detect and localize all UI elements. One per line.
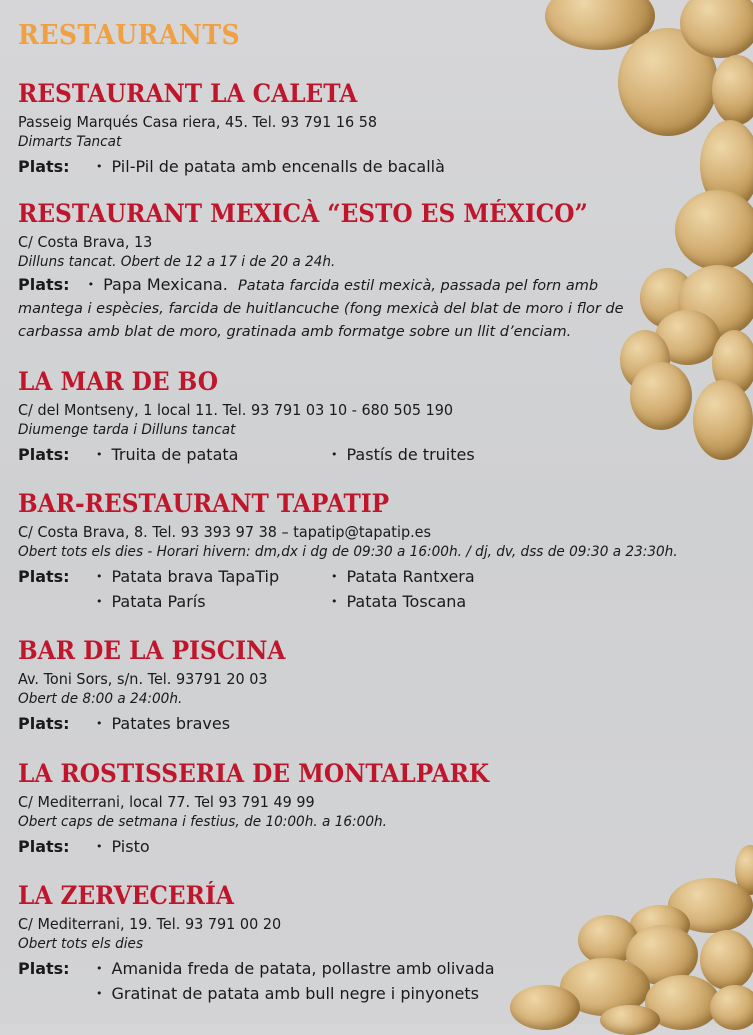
dish-item: • Pisto <box>96 837 150 856</box>
restaurant-address: C/ Costa Brava, 13 <box>18 233 153 251</box>
restaurant-hours: Obert tots els dies <box>18 936 144 952</box>
dish-item: • Patata Toscana <box>331 589 591 614</box>
restaurant-hours: Dimarts Tancat <box>18 134 122 150</box>
restaurant-address: Passeig Marqués Casa riera, 45. Tel. 93 791 16 58 <box>18 113 378 131</box>
restaurant-entry <box>18 490 738 614</box>
dishes-label: Plats: <box>18 275 70 294</box>
restaurant-hours: Obert caps de setmana i festius, de 10:00h. a 16:00h. <box>18 814 387 830</box>
restaurant-address: C/ del Montseny, 1 local 11. Tel. 93 791 03 10 - 680 505 190 <box>18 401 454 419</box>
dishes-label: Plats: <box>18 445 70 464</box>
restaurant-address: Av. Toni Sors, s/n. Tel. 93791 20 03 <box>18 670 268 688</box>
restaurant-hours: Obert de 8:00 a 24:00h. <box>18 691 183 707</box>
page-title: RESTAURANTS <box>18 20 241 51</box>
restaurant-name: LA ROSTISSERIA DE MONTALPARK <box>18 759 490 788</box>
restaurant-name: LA ZERVECERÍA <box>18 881 234 910</box>
dish-list <box>96 956 495 1006</box>
dish-description: Patata farcida estil mexicà, passada pel forn amb mantega i espècies, farcida de huitlancuche (fong mexicà del blat de moro i flor de carbassa amb blat de moro, gratinada amb formatge sobre un llit d’enciam. <box>18 278 624 340</box>
restaurant-hours: Obert tots els dies - Horari hivern: dm,dx i dg de 09:30 a 16:00h. / dj, dv, dss de 09:30 a 23:30h. <box>18 544 678 560</box>
restaurant-hours: Dilluns tancat. Obert de 12 a 17 i de 20 a 24h. <box>18 254 336 270</box>
dishes-label: Plats: <box>18 567 70 586</box>
dishes-row <box>18 564 738 614</box>
restaurant-entry <box>18 80 738 179</box>
dishes-label: Plats: <box>18 714 70 733</box>
dish-list <box>96 442 591 467</box>
dishes-label: Plats: <box>18 959 70 978</box>
restaurant-address: C/ Mediterrani, local 77. Tel 93 791 49 99 <box>18 793 315 811</box>
restaurant-entry <box>18 882 738 1006</box>
dishes-row <box>18 711 738 736</box>
dish-list <box>96 834 150 859</box>
dishes-row <box>18 274 658 343</box>
restaurant-name: BAR DE LA PISCINA <box>18 636 286 665</box>
restaurant-address: C/ Mediterrani, 19. Tel. 93 791 00 20 <box>18 915 282 933</box>
dish-list <box>96 564 591 614</box>
dish-item: • Pil-Pil de patata amb encenalls de bacallà <box>96 157 445 176</box>
dish-item: • Patates braves <box>96 714 230 733</box>
restaurant-name: RESTAURANT MEXICÀ “ESTO ES MÉXICO” <box>18 199 588 228</box>
dish-item: • Amanida freda de patata, pollastre amb olivada <box>96 956 495 981</box>
dish-item: • Gratinat de patata amb bull negre i pinyonets <box>96 981 495 1006</box>
restaurant-name: RESTAURANT LA CALETA <box>18 79 358 108</box>
dishes-row <box>18 834 738 859</box>
restaurant-entry <box>18 200 658 343</box>
dishes-row <box>18 154 738 179</box>
restaurant-entry <box>18 760 738 859</box>
dishes-label: Plats: <box>18 837 70 856</box>
restaurant-name: LA MAR DE BO <box>18 367 218 396</box>
dishes-row <box>18 956 738 1006</box>
dish-item: • Pastís de truites <box>331 442 591 467</box>
restaurant-name: BAR-RESTAURANT TAPATIP <box>18 489 390 518</box>
restaurant-entry <box>18 368 738 467</box>
dish-list <box>96 154 445 179</box>
dish-item: • Patata París <box>96 589 331 614</box>
dishes-row <box>18 442 738 467</box>
dish-item: • Papa Mexicana. <box>88 275 228 294</box>
dish-item: • Patata brava TapaTip <box>96 564 331 589</box>
dish-item: • Patata Rantxera <box>331 564 591 589</box>
dishes-label: Plats: <box>18 157 70 176</box>
restaurant-entry <box>18 637 738 736</box>
dish-list <box>96 711 230 736</box>
restaurant-hours: Diumenge tarda i Dilluns tancat <box>18 422 236 438</box>
restaurant-address: C/ Costa Brava, 8. Tel. 93 393 97 38 – tapatip@tapatip.es <box>18 523 432 541</box>
dish-item: • Truita de patata <box>96 442 331 467</box>
